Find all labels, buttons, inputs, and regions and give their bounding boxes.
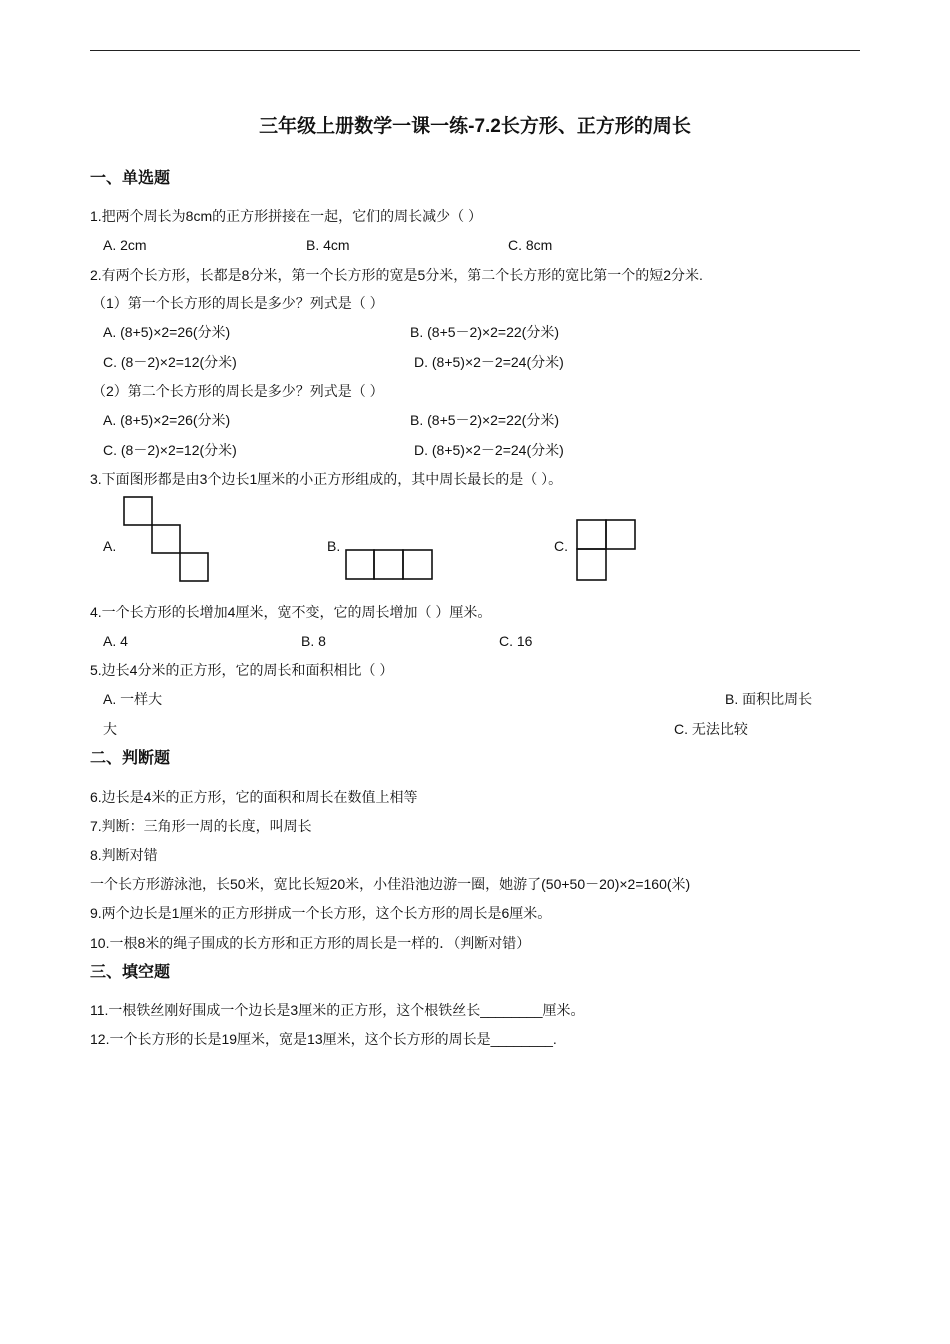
question-9: 9.两个边长是1厘米的正方形拼成一个长方形，这个长方形的周长是6厘米。	[90, 905, 552, 921]
q2-2-option-a: A. (8+5)×2=26(分米)	[103, 412, 231, 428]
header-rule	[90, 50, 860, 51]
q2-1-option-c: C. (8－2)×2=12(分米)	[103, 354, 237, 370]
staircase-squares-figure	[120, 494, 214, 586]
q2-2-option-c: C. (8－2)×2=12(分米)	[103, 442, 237, 458]
q1-option-a: A. 2cm	[103, 237, 147, 253]
question-2: 2.有两个长方形，长都是8分米，第一个长方形的宽是5分米，第二个长方形的宽比第一个的短2分米.	[90, 267, 703, 283]
question-5: 5.边长4分米的正方形，它的周长和面积相比（ ）	[90, 662, 394, 678]
question-4: 4.一个长方形的长增加4厘米，宽不变，它的周长增加（ ）厘米。	[90, 604, 492, 620]
question-2-part-2: （2）第二个长方形的周长是多少？列式是（ ）	[92, 383, 384, 399]
q3-option-a: A.	[103, 538, 117, 554]
q1-option-b: B. 4cm	[306, 237, 350, 253]
question-3: 3.下面图形都是由3个边长1厘米的小正方形组成的，其中周长最长的是（ ）。	[90, 471, 563, 487]
q1-option-c: C. 8cm	[508, 237, 553, 253]
q2-1-option-d: D. (8+5)×2－2=24(分米)	[414, 354, 564, 370]
question-2-part-1: （1）第一个长方形的周长是多少？列式是（ ）	[92, 295, 384, 311]
q5-option-b: B. 面积比周长	[725, 691, 813, 707]
row-squares-figure	[342, 547, 436, 583]
q5-option-a: A. 一样大	[103, 691, 163, 707]
q2-2-option-d: D. (8+5)×2－2=24(分米)	[414, 442, 564, 458]
page-title: 三年级上册数学一课一练-7.2长方形、正方形的周长	[259, 116, 691, 137]
q3-option-c: C.	[554, 538, 568, 554]
question-8: 8.判断对错	[90, 847, 158, 863]
question-12: 12.一个长方形的长是19厘米，宽是13厘米，这个长方形的周长是________.	[90, 1031, 557, 1047]
q4-option-a: A. 4	[103, 633, 128, 649]
question-8-body: 一个长方形游泳池，长50米，宽比长短20米，小佳沿池边游一圈，她游了(50+50－20)×2=160(米)	[90, 876, 691, 892]
question-7: 7.判断：三角形一周的长度，叫周长	[90, 818, 312, 834]
q2-1-option-b: B. (8+5－2)×2=22(分米)	[410, 324, 560, 340]
q4-option-b: B. 8	[301, 633, 326, 649]
q4-option-c: C. 16	[499, 633, 533, 649]
question-6: 6.边长是4米的正方形，它的面积和周长在数值上相等	[90, 789, 418, 805]
q5-option-c: C. 无法比较	[674, 721, 748, 737]
q2-1-option-a: A. (8+5)×2=26(分米)	[103, 324, 231, 340]
q3-option-b: B.	[327, 538, 341, 554]
l-shape-squares-figure	[573, 517, 639, 585]
section-true-false: 二、判断题	[90, 750, 171, 767]
section-single-choice: 一、单选题	[90, 170, 171, 187]
q2-2-option-b: B. (8+5－2)×2=22(分米)	[410, 412, 560, 428]
section-fill-blank: 三、填空题	[90, 964, 171, 981]
question-11: 11.一根铁丝刚好围成一个边长是3厘米的正方形，这个根铁丝长________厘米。	[90, 1002, 585, 1018]
question-1: 1.把两个周长为8cm的正方形拼接在一起，它们的周长减少（ ）	[90, 208, 483, 224]
q5-option-b-continued: 大	[103, 721, 117, 737]
question-10: 10.一根8米的绳子围成的长方形和正方形的周长是一样的．（判断对错）	[90, 935, 531, 951]
